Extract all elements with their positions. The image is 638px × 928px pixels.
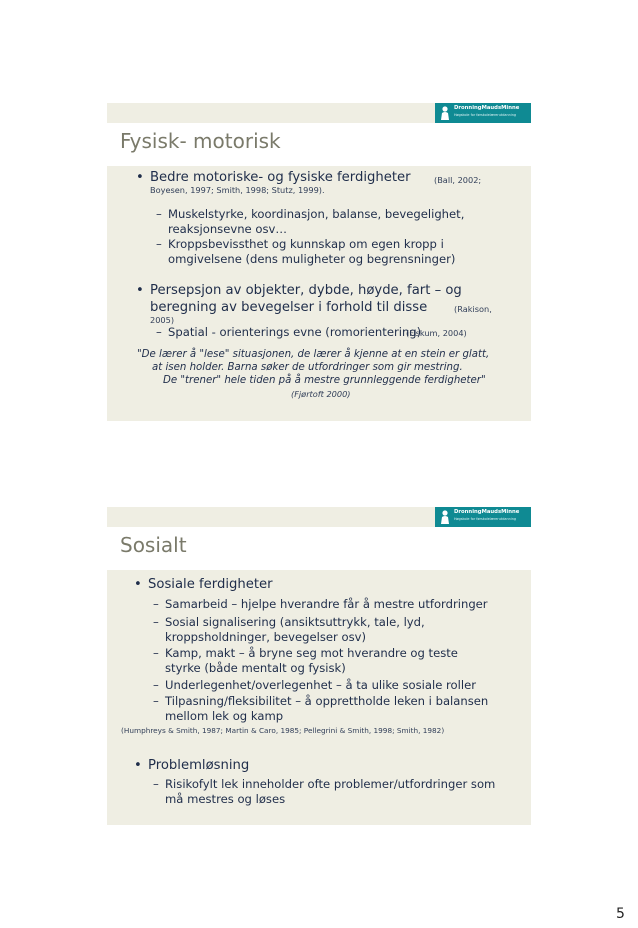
brand-logo <box>435 103 531 123</box>
citation: 2005) <box>150 315 175 325</box>
sub-bullet-cont: styrke (både mentalt og fysisk) <box>165 661 346 675</box>
sub-bullet: – Risikofylt lek inneholder ofte problemer/utfordringer som <box>165 777 495 791</box>
brand-tagline: Høgskole for førskolelærerutdanning <box>454 113 516 117</box>
citation: (Rakison, <box>454 304 492 314</box>
quote-line: "De lærer å "lese" situasjonen, de lærer å kjenne at en stein er glatt, <box>137 349 490 360</box>
sub-bullet-cont: kroppsholdninger, bevegelser osv) <box>165 630 366 644</box>
citation: Boyesen, 1997; Smith, 1998; Stutz, 1999). <box>150 185 325 195</box>
brand-name: DronningMaudsMinne <box>454 509 520 515</box>
page-number: 5 <box>616 906 625 922</box>
sub-bullet: – Tilpasning/fleksibilitet – å opprettholde leken i balansen <box>165 694 488 708</box>
title-band <box>107 527 531 570</box>
sub-bullet: – Underlegenhet/overlegenhet – å ta ulike sosiale roller <box>165 678 476 692</box>
sub-bullet-cont: mellom lek og kamp <box>165 709 284 723</box>
person-icon <box>439 105 451 121</box>
brand-logo <box>435 507 531 527</box>
citation: (Ball, 2002; <box>434 175 482 185</box>
citation: (Fiskum, 2004) <box>406 328 467 338</box>
sub-bullet: – Kamp, makt – å bryne seg mot hverandre og teste <box>165 646 458 660</box>
sub-bullet-cont: omgivelsene (dens muligheter og begrensninger) <box>168 252 456 266</box>
sub-bullet-cont: reaksjonsevne osv… <box>168 222 287 236</box>
quote-line: at isen holder. Barna søker de utfordringer som gir mestring. <box>152 362 463 373</box>
sub-bullet: – Sosial signalisering (ansiktsuttrykk, tale, lyd, <box>165 615 425 629</box>
bullet-motoriske: • Bedre motoriske- og fysiske ferdigheter <box>150 170 411 185</box>
bullet-persepsjon-cont: beregning av bevegelser i forhold til disse <box>150 300 428 315</box>
slide-title: Sosialt <box>120 533 187 557</box>
sub-bullet: – Muskelstyrke, koordinasjon, balanse, bevegelighet, <box>168 207 464 221</box>
bullet-sosiale: • Sosiale ferdigheter <box>148 577 273 592</box>
sub-bullet-cont: må mestres og løses <box>165 792 286 806</box>
slide-fysisk-motorisk <box>107 103 531 421</box>
quote-source: (Fjørtoft 2000) <box>291 389 351 399</box>
quote-line: De "trener" hele tiden på å mestre grunnleggende ferdigheter" <box>163 375 486 386</box>
bullet-problemlosning: • Problemløsning <box>148 758 249 773</box>
sub-bullet: – Samarbeid – hjelpe hverandre får å mestre utfordringer <box>165 597 488 611</box>
slide-title: Fysisk- motorisk <box>120 129 281 153</box>
citation: (Humphreys & Smith, 1987; Martin & Caro, 1985; Pellegrini & Smith, 1998; Smith, 1982) <box>121 726 445 735</box>
sub-bullet: – Kroppsbevissthet og kunnskap om egen kropp i <box>168 237 444 251</box>
person-icon <box>439 509 451 525</box>
bullet-persepsjon: • Persepsjon av objekter, dybde, høyde, fart – og <box>150 283 462 298</box>
slide-sosialt <box>107 507 531 825</box>
sub-bullet: – Spatial - orienterings evne (romorientering) <box>168 325 421 339</box>
title-band <box>107 123 531 166</box>
brand-tagline: Høgskole for førskolelærerutdanning <box>454 517 516 521</box>
brand-name: DronningMaudsMinne <box>454 105 520 111</box>
